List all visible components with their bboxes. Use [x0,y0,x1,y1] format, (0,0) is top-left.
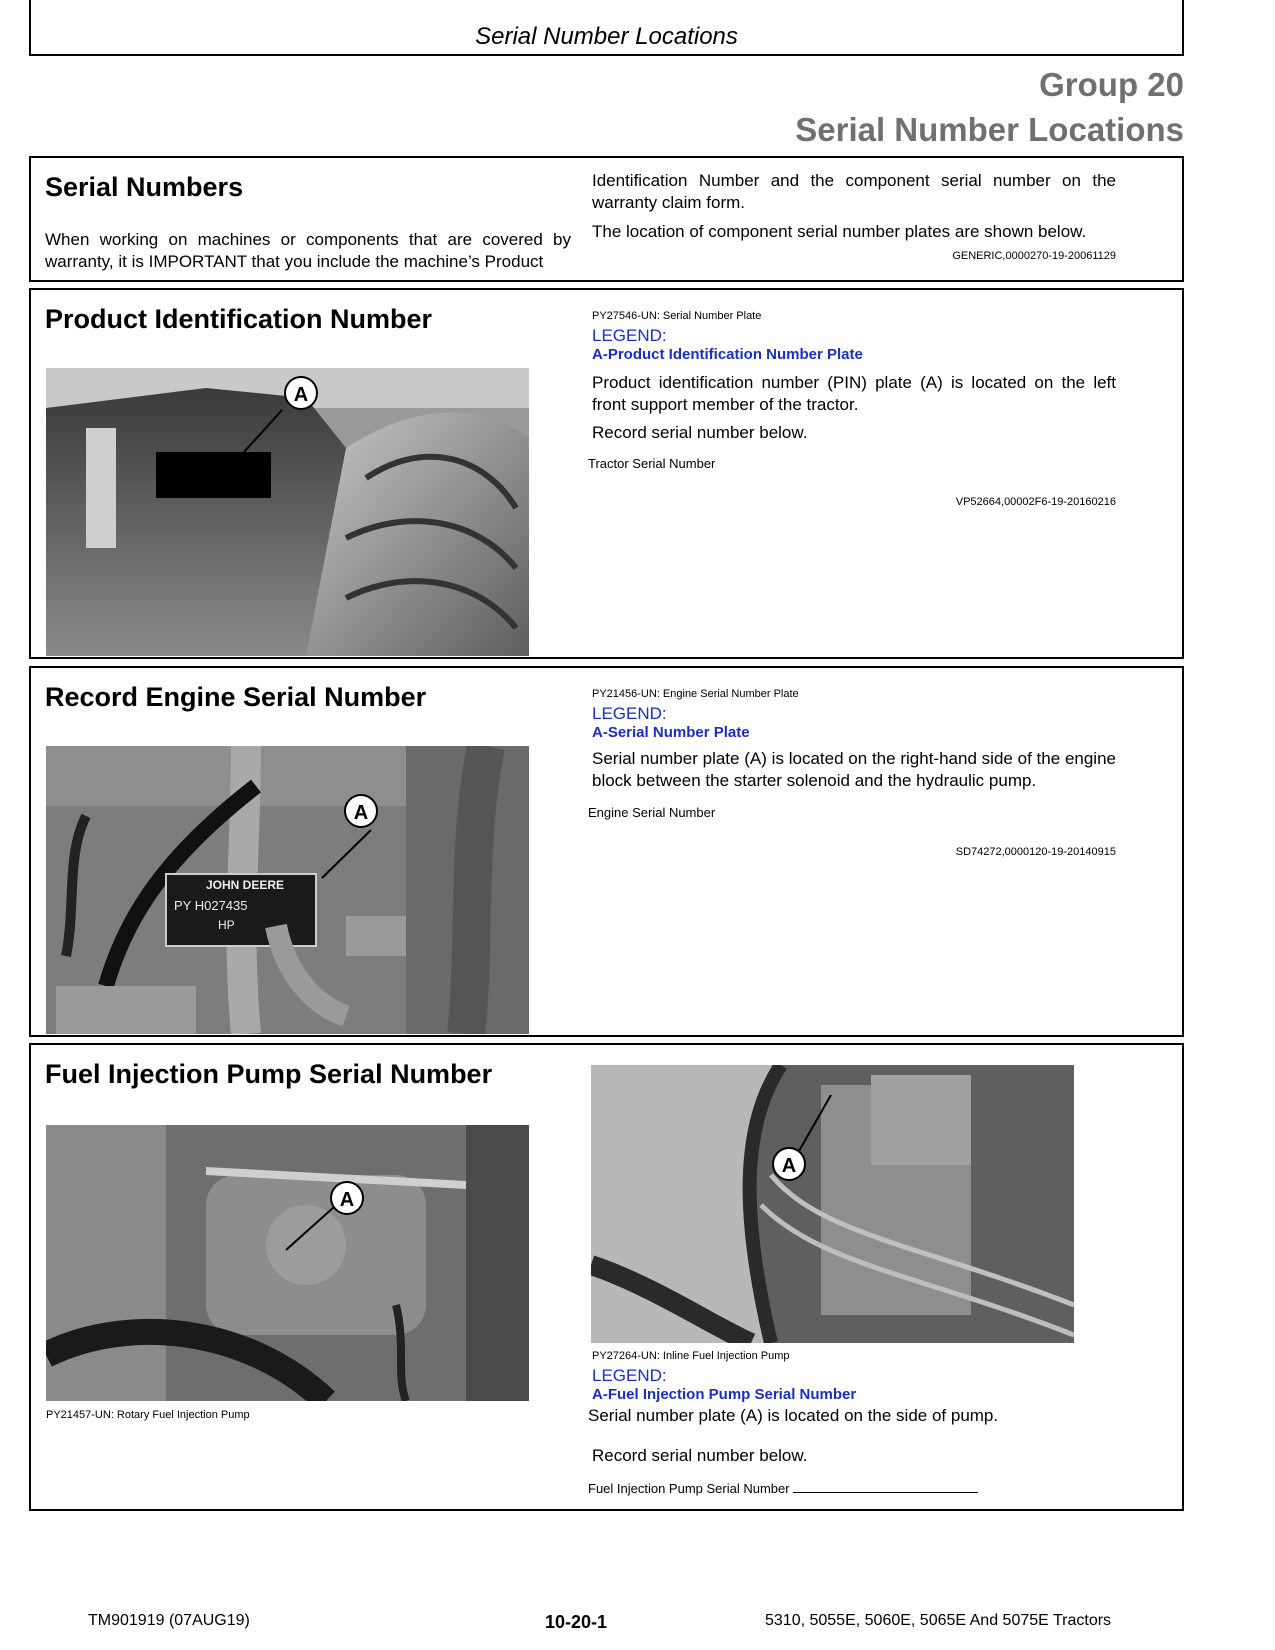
section-pin [29,288,1184,659]
group-title: Serial Number Locations [795,111,1184,148]
group-number: Group 20 [1039,66,1184,103]
figure-id: PY21456-UN: Engine Serial Number Plate [592,688,799,700]
callout-a: A [344,794,378,828]
legend-label: LEGEND: [592,326,667,345]
legend-item: A-Serial Number Plate [592,724,750,741]
pin-plate-photo [46,368,529,656]
section-serial-numbers [29,156,1184,282]
legend-item: A-Fuel Injection Pump Serial Number [592,1386,857,1403]
reference-code: VP52664,00002F6-19-20160216 [955,496,1116,508]
reference-code: GENERIC,0000270-19-20061129 [952,250,1116,262]
plate-hp: HP [218,918,235,932]
paragraph: Serial number plate (A) is located on the side of pump. [588,1406,999,1425]
plate-brand: JOHN DEERE [206,878,285,892]
record-label: Fuel Injection Pump Serial Number [588,1481,790,1496]
paragraph: The location of component serial number plates are shown below. [592,222,1087,241]
section-title: Serial Numbers [45,172,244,202]
rotary-pump-photo [46,1125,529,1401]
legend-label: LEGEND: [592,704,667,723]
engine-plate-photo [46,746,529,1034]
callout-a: A [772,1147,806,1181]
section-engine [29,666,1184,1037]
engine-plate-illustration [46,746,529,1034]
record-label: Tractor Serial Number [588,456,716,471]
callout-a: A [284,376,318,410]
section-title: Fuel Injection Pump Serial Number [45,1059,493,1089]
paragraph: Identification Number and the component serial number on the warranty claim form. [592,171,1116,212]
paragraph: When working on machines or components that are covered by warranty, it is IMPORTANT that you include the machine’s Product [45,230,571,271]
rotary-pump-illustration [46,1125,529,1401]
paragraph: Record serial number below. [592,423,808,442]
paragraph: Serial number plate (A) is located on the right-hand side of the engine block between the starter solenoid and the hydraulic pump. [592,749,1116,790]
figure-id: PY27546-UN: Serial Number Plate [592,310,762,322]
running-header [29,0,1184,56]
record-line [588,1479,978,1496]
inline-pump-photo [591,1065,1074,1343]
legend-label: LEGEND: [592,1366,667,1385]
section-fuel-pump [29,1043,1184,1511]
legend-item: A-Product Identification Number Plate [592,346,863,363]
paragraph: Product identification number (PIN) plate (A) is located on the left front support member of the tractor. [592,373,1116,414]
footer-page-number: 10-20-1 [545,1612,608,1632]
callout-a: A [330,1181,364,1215]
figure-id: PY27264-UN: Inline Fuel Injection Pump [592,1350,790,1362]
record-blank-line [793,1479,978,1493]
running-header-title: Serial Number Locations [475,23,738,50]
record-label: Engine Serial Number [588,805,716,820]
paragraph: Record serial number below. [592,1446,808,1465]
plate-serial: PY H027435 [174,898,248,913]
section-title: Record Engine Serial Number [45,682,427,712]
section-title: Product Identification Number [45,304,433,334]
figure-caption: PY21457-UN: Rotary Fuel Injection Pump [46,1409,250,1421]
pin-plate-illustration [46,368,529,656]
reference-code: SD74272,0000120-19-20140915 [955,846,1116,858]
footer-product: 5310, 5055E, 5060E, 5065E And 5075E Tractors [765,1612,1112,1629]
inline-pump-illustration [591,1065,1074,1343]
footer-doc-id: TM901919 (07AUG19) [88,1612,250,1629]
